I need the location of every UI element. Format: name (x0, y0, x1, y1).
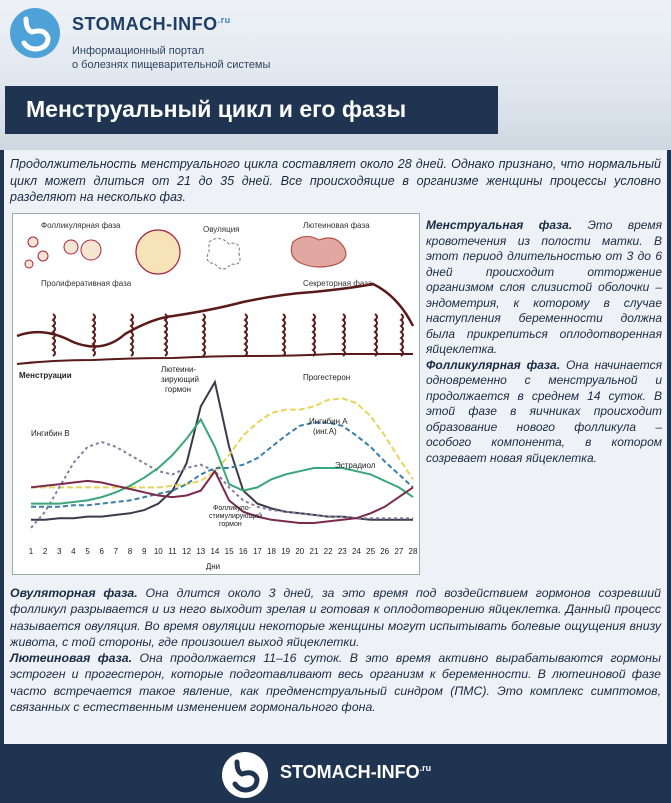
cycle-chart-svg (13, 214, 419, 574)
endometrium-curve (17, 284, 413, 347)
spiral-gland (165, 314, 167, 356)
x-tick-label: 17 (252, 547, 262, 556)
ovulation-shape (207, 238, 240, 269)
label-ovulation: Овуляция (203, 225, 240, 234)
label-inhibin-b: Ингибин В (31, 429, 70, 438)
label-secretory-phase: Секреторная фаза (303, 279, 373, 288)
term-luteal-phase: Лютеиновая фаза. (10, 651, 133, 666)
stomach-icon (10, 8, 60, 58)
tagline-line-2: о болезнях пищеварительной системы (72, 59, 271, 71)
spiral-gland (313, 314, 315, 356)
bottom-text (10, 585, 661, 715)
label-estradiol: Эстрадиол (335, 461, 376, 470)
spiral-gland (401, 314, 403, 356)
spiral-gland (131, 314, 133, 356)
text-ovulatory-phase: Она длится около 3 дней, за это время под воздействием гормонов созревший фолликул разрывается и из него выходит зрелая и готовая к оплодотворению яйцеклетка. Данный процесс называется овуляция. Во время овуляции некоторые женщины могут испытывать болевые ощущения внизу живота, с той стороны, где произошел выход яйцеклетки. (10, 586, 661, 649)
x-tick-label: 19 (281, 547, 291, 556)
x-tick-label: 18 (267, 547, 276, 556)
x-tick-label: 11 (168, 547, 177, 556)
x-tick-label: 7 (113, 547, 119, 556)
label-menstruation: Менструации (19, 371, 72, 380)
x-tick-label: 14 (210, 547, 220, 556)
x-tick-label: 22 (323, 547, 333, 556)
label-luteal-phase: Лютеиновая фаза (303, 221, 370, 230)
x-tick-label: 3 (57, 547, 62, 556)
label-lh-3: гормон (165, 385, 192, 394)
label-follicular-phase: Фолликулярная фаза (41, 221, 121, 230)
brand-name[interactable]: STOMACH-$INFO^{.ru}$ (72, 14, 231, 34)
label-fsh-1: Фолликуло- (213, 505, 252, 512)
x-tick-label: 16 (238, 547, 248, 556)
label-fsh-3: гормон (219, 521, 242, 528)
x-tick-label: 8 (127, 547, 133, 556)
spiral-gland (283, 314, 285, 356)
text-follicular-phase: Она начинается одновременно с менструальной и продолжается в среднем 14 суток. В этой фазе в яичниках происходит образование нового фолликула – особого компонента, в котором созревает новая яйцеклетка. (426, 357, 663, 465)
x-tick-label: 15 (224, 547, 234, 556)
x-axis-ticks (29, 547, 418, 556)
x-axis-title: Дни (205, 562, 221, 571)
x-tick-label: 10 (153, 547, 163, 556)
follicles-illustration (25, 230, 180, 274)
x-tick-label: 13 (196, 547, 206, 556)
label-fsh-2: стимулирующий (209, 513, 262, 520)
corpus-luteum-shape (291, 236, 346, 267)
x-tick-label: 26 (380, 547, 390, 556)
stomach-icon (222, 752, 268, 798)
tagline (72, 44, 270, 72)
spiral-gland (245, 314, 247, 356)
label-lh-1: Лютеини- (161, 365, 197, 374)
intro-paragraph: Продолжительность менструального цикла составляет около 28 дней. Однако признано, что нормальный цикл может длиться от 21 до 35 дней. Все происходящие в организме женщины процессы условно разделяют на несколько фаз. (10, 157, 661, 204)
tagline-line-1: Информационный портал (72, 45, 205, 57)
label-proliferative-phase: Пролиферативная фаза (41, 279, 132, 288)
x-tick-label: 4 (71, 547, 76, 556)
x-tick-label: 28 (408, 547, 418, 556)
x-tick-label: 2 (42, 547, 48, 556)
label-inhibin-a-2: (инг.А) (313, 427, 337, 436)
label-inhibin-a-1: Ингибин А (309, 417, 348, 426)
x-tick-label: 9 (141, 547, 147, 556)
spiral-gland (375, 314, 377, 356)
term-ovulatory-phase: Овуляторная фаза. (10, 586, 138, 600)
label-progesterone: Прогестерон (303, 373, 351, 382)
endometrium-base (17, 354, 413, 364)
spiral-gland (343, 314, 345, 356)
label-lh-2: зирующий (161, 375, 200, 384)
x-tick-label: 21 (309, 547, 319, 556)
footer-logo[interactable] (222, 752, 268, 798)
footer-brand[interactable]: STOMACH-$INFO^{.ru}$ (280, 762, 432, 782)
side-text (426, 218, 662, 466)
x-tick-label: 5 (85, 547, 90, 556)
spiral-gland (203, 314, 205, 356)
cycle-chart (12, 213, 420, 575)
x-tick-label: 24 (351, 547, 361, 556)
site-logo[interactable] (10, 8, 60, 58)
x-tick-label: 6 (99, 547, 104, 556)
x-tick-label: 27 (394, 547, 404, 556)
text-menstrual-phase: Это время кровотечения из полости матки. В этот период длительностью от 3 до 6 дней происходит отторжение организмом слоя слизистой оболочки – эндометрия, к которому в случае наступления беременности должна была прикрепиться оплодотворенная яйцеклетка. (426, 218, 662, 356)
term-menstrual-phase: Менструальная фаза. (426, 218, 573, 232)
text-luteal-phase: Она продолжается 11–16 суток. В это время активно вырабатываются гормоны эстроген и прогестерон, которые подготавливают весь организм к беременности. В лютеиновой фазе часто встречается такое явление, как предменструальный синдром (ПМС). Это комплекс симптомов, связанных с естественным изменением гормонального фона. (10, 651, 661, 715)
spiral-glands (53, 314, 403, 356)
x-tick-label: 1 (28, 547, 34, 556)
x-tick-label: 23 (337, 547, 347, 556)
x-tick-label: 25 (366, 547, 376, 556)
page-title: Менструальный цикл и его фазы (26, 96, 407, 122)
term-follicular-phase: Фолликулярная фаза. (426, 357, 561, 372)
spiral-gland (93, 314, 95, 356)
x-tick-label: 12 (182, 547, 192, 556)
x-tick-label: 20 (295, 547, 305, 556)
